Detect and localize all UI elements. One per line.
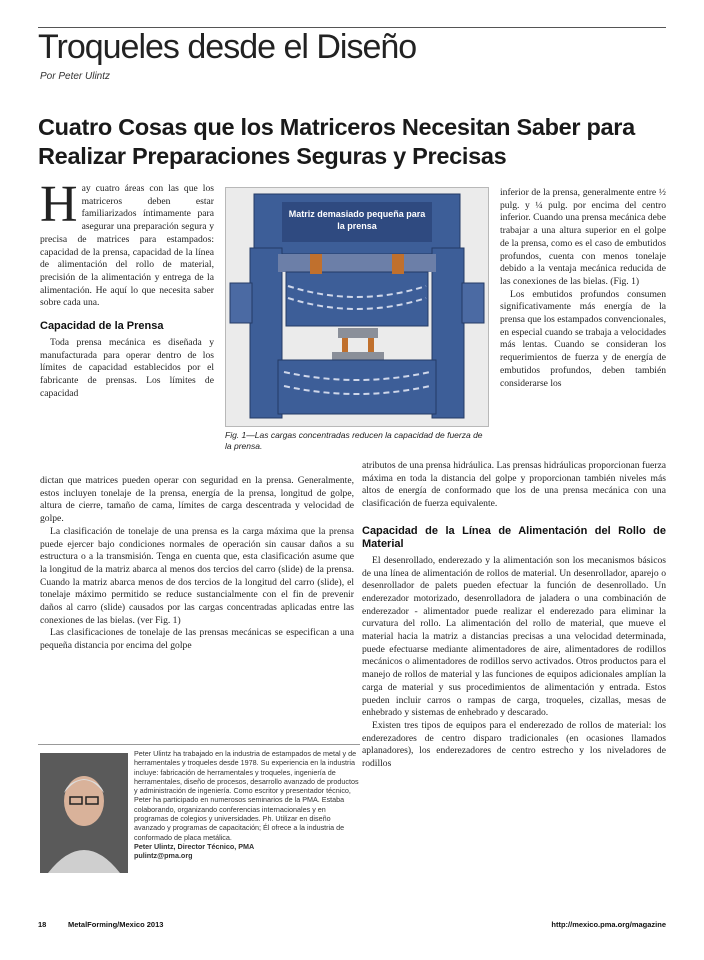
section-title: Troqueles desde el Diseño [38, 28, 417, 66]
bio-paragraph: Peter Ulintz ha trabajado en la industria de estampados de metal y de herramentales y troqueles desde 1978. Su experiencia en la industria incluye: fabricación de herramentales y troqueles, ingeniería de herramentales, diseño de procesos, desarrollo avanzado de productos y administración de ingeniería. Como escritor y presentador técnico, Peter ha participado en numerosos seminarios de la PMA. Estaba colaborando, organizando conferencias internacionales y en programas de colegios y universidades. Ph. Utilizar en diseño avanzado y programas de capacitación; Él ofrece a la industria de conformado de placa metálica. [134, 749, 359, 842]
subheading-press-capacity: Capacidad de la Prensa [40, 320, 164, 333]
right-wide-column [362, 460, 666, 771]
bio-email[interactable]: pulintz@pma.org [134, 851, 193, 861]
author-portrait [40, 753, 128, 873]
left-lower-column [40, 475, 354, 653]
dropcap: H [40, 176, 78, 233]
paragraph-coil-line: El desenrollado, enderezado y la alimentación son los mecanismos básicos de una línea de alimentación de rollos de material. Un desenrollador, aparejo o desenrollador de palets pueden efectuar la función de desenrollado. Un enderezador motorizado, desenrolladora de jaladera o una combinación de enderezador - alimentador puede realizar el enderezado para eliminar la curvatura del rollo. La alimentación del rollo de material, que mueve el material hacia la matriz a distancias precisas a una velocidad determinada, puede efectuarse mediante alimentadores de aire, alimentadores de rodillos mecánicos o alimentadores de rodillos servo activados. Otros productos para el manejo de rollos de material y las funciones de equipos adicionales amplían la carga de material y sus procedimientos de alimentación y entrada. Estos pueden incluir carros o rampas de carga, troqueles, cizallas, mesas de enhebrado y sistemas de enhebrado y descarado. [362, 554, 666, 719]
article-headline: Cuatro Cosas que los Matriceros Necesitan Saber para Realizar Preparaciones Seguras y Precisas [38, 114, 635, 169]
paragraph-tonnage-ratings: Las clasificaciones de tonelaje de las prensas mecánicas se especifican a una pequeña distancia por encima del golpe [40, 627, 354, 652]
left-column [40, 176, 214, 401]
byline: Por Peter Ulintz [40, 71, 111, 82]
magazine-name: MetalForming/Mexico 2013 [68, 920, 164, 929]
paragraph-hydraulic: atributos de una prensa hidráulica. Las prensas hidráulicas proporcionan fuerza máxima en toda la distancia del golpe y proporcionan también niveles más altos de energía de conformado que los de una prensa mecánica con una clasificación de fuerza equivalente. [362, 460, 666, 510]
paragraph-tonnage: La clasificación de tonelaje de una prensa es la carga máxima que la prensa puede ejercer bajo condiciones normales de operación sin causar daños a su estructura o a la transmisión. Tenga en cuenta que, esta clasificación asume que la longitud de la matriz abarca al menos dos tercios del carro (slide) de la prensa. Cuando la matriz abarca menos de dos tercios de la longitud del carro (slide), el tonelaje máximo permitido se reduce sustancialmente con el fin de prevenir daños al carro (slide) causados por las cargas concentradas aplicadas entre las conexiones de las bielas. (ver Fig. 1) [40, 525, 354, 626]
press-figure [225, 187, 489, 427]
bio-signature: Peter Ulintz, Director Técnico, PMA [134, 841, 255, 851]
paragraph-press-limits: dictan que matrices pueden operar con seguridad en la prensa. Generalmente, estos incluyen tonelaje de la prensa, energía de la prensa, longitud de golpe, altura de cierre, tamaño de cama, límites de carga descentrada y velocidad de golpe. [40, 475, 354, 525]
paragraph-straighteners: Existen tres tipos de equipos para el enderezado de rollos de material: los enderezadores de centro disparo tradicionales (en ocasiones llamados aplanadores), los enderezadores de centro estrecho y los niveladores de rodillos [362, 719, 666, 770]
paragraph-right-cont: inferior de la prensa, generalmente entre ½ pulg. y ¼ pulg. por encima del centro inferior. Cuando una prensa mecánica debe trabajar a una altura superior en el golpe de la prensa, como es el caso de embutidos profundos, cuenta con menos tonelaje debido a la ventaja mecánica reducida de las conexiones de las bielas. (Fig. 1) [500, 187, 666, 287]
intro-text: ay cuatro áreas con las que los matriceros deben estar familiarizados íntimamente para asegurar una preparación segura y precisa de matrices para estampados: capacidad de la prensa, capacidad de la línea de alimentación del rollo de material, precisión de la alimentación y entrega de la alimentación. He aquí lo que necesita saber sobre cada una. [40, 183, 214, 309]
paragraph-press-capacity: Toda prensa mecánica es diseñada y manufacturada para operar dentro de los límites de capacidad establecidos por el fabricante de prensas. Los límites de capacidad [40, 337, 214, 399]
page-number: 18 [38, 920, 47, 929]
right-column [500, 187, 666, 390]
subheading-coil-line: Capacidad de la Línea de Alimentación del Rollo de Material [362, 524, 666, 550]
author-photo [40, 753, 128, 873]
paragraph-deep-draw: Los embutidos profundos consumen significativamente más energía de la prensa que los estampados convencionales, en especial cuando se trabaja a velocidades más lentas. Cuando se consideran los requerimientos de fuerza y de energía de embutidos profundos, deben también considerarse los [500, 288, 666, 389]
author-bio-text [134, 749, 360, 861]
figure-label: Matriz demasiado pequeña para la prensa [288, 209, 426, 231]
figure-caption: Fig. 1—Las cargas concentradas reducen la capacidad de fuerza de la prensa. [225, 430, 483, 451]
author-bio [38, 744, 360, 909]
footer-url[interactable]: http://mexico.pma.org/magazine [551, 920, 666, 929]
intro-paragraph [40, 176, 214, 310]
